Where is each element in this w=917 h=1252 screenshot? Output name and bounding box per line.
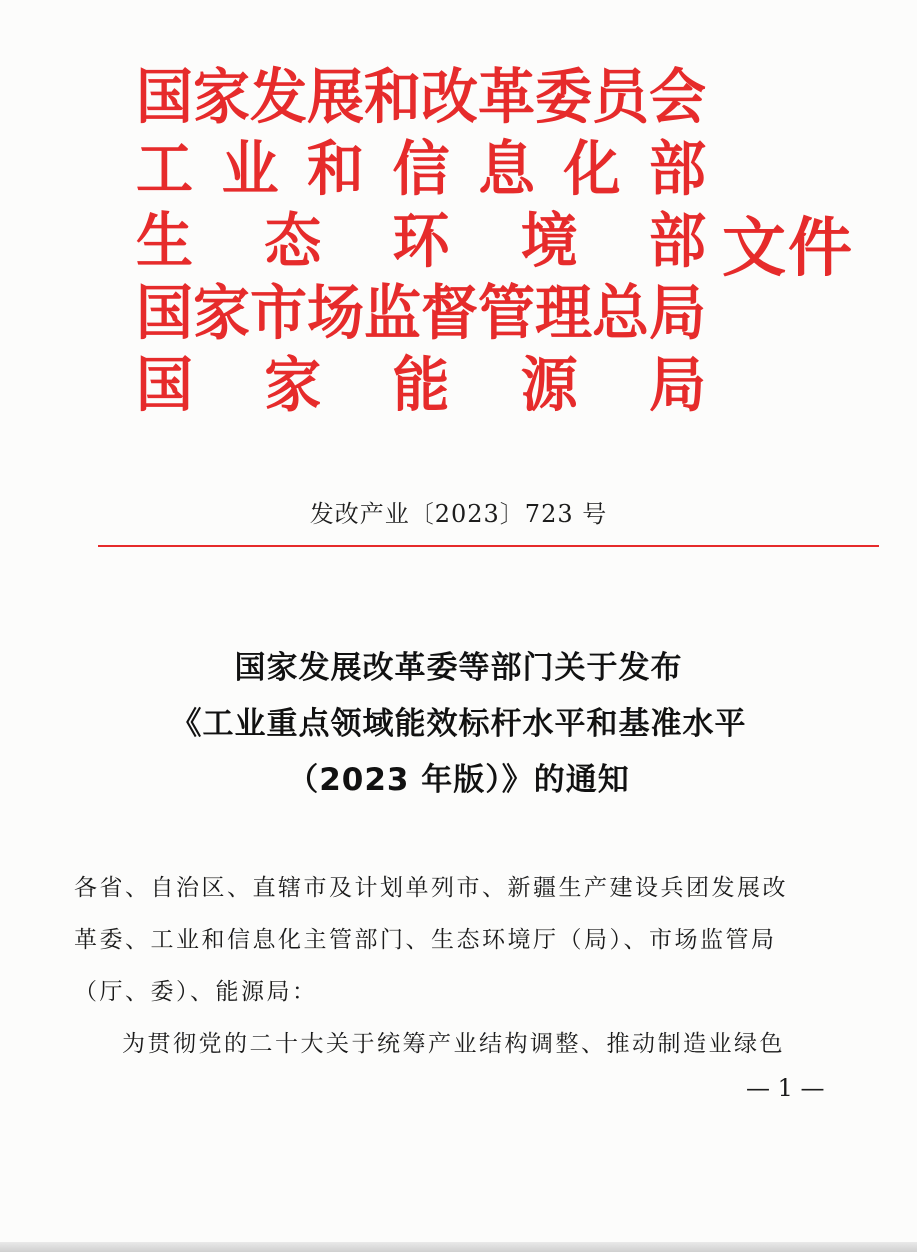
masthead-char: 态 (264, 207, 322, 277)
masthead-char: 改 (421, 63, 478, 133)
masthead-char: 生 (136, 207, 193, 277)
title-line: 国家发展改革委等部门关于发布 (234, 650, 683, 686)
masthead-char: 发 (250, 63, 307, 133)
addressee-line: 革委、工业和信息化主管部门、生态环境厅（局）、市场监管局 (74, 927, 777, 953)
masthead-char: 局 (649, 279, 706, 349)
masthead-char: 家 (193, 63, 250, 133)
masthead-char: 和 (307, 135, 364, 205)
masthead-char: 革 (478, 63, 535, 133)
masthead-char: 总 (592, 279, 649, 349)
masthead-char: 环 (392, 207, 450, 277)
page-bottom-edge (0, 1242, 917, 1252)
masthead-char: 部 (649, 135, 706, 205)
masthead-char: 和 (364, 63, 421, 133)
title-line: （2023 年版）》的通知 (287, 762, 630, 798)
masthead-char: 委 (535, 63, 592, 133)
issuer-line-miit (136, 132, 706, 208)
issuer-line-mee (136, 204, 706, 280)
page-number: — 1 — (746, 1074, 825, 1102)
masthead-char: 国 (136, 63, 193, 133)
masthead-char: 工 (136, 135, 193, 205)
addressee-line: 各省、自治区、直辖市及计划单列市、新疆生产建设兵团发展改 (74, 875, 788, 901)
masthead-char: 局 (649, 351, 706, 421)
masthead-char: 信 (392, 135, 450, 205)
masthead-char: 源 (520, 351, 578, 421)
masthead-char: 境 (520, 207, 578, 277)
masthead-char: 员 (592, 63, 649, 133)
document-number: 发改产业〔2023〕723 号 (309, 500, 608, 528)
masthead-char: 督 (421, 279, 478, 349)
masthead-char: 息 (478, 135, 535, 205)
masthead-char: 化 (563, 135, 621, 205)
masthead-char: 管 (478, 279, 535, 349)
addressee-line: （厅、委）、能源局： (74, 979, 318, 1005)
issuer-line-samr (136, 276, 706, 352)
issuer-line-nea (136, 348, 706, 424)
red-separator-line (98, 545, 879, 547)
paragraph-line: 为贯彻党的二十大关于统筹产业结构调整、推动制造业绿色 (122, 1031, 785, 1057)
masthead-char: 理 (535, 279, 592, 349)
masthead-char: 业 (221, 135, 279, 205)
masthead-char: 会 (649, 63, 706, 133)
masthead-char: 国 (136, 351, 193, 421)
masthead-char: 家 (193, 279, 250, 349)
masthead-char: 市 (250, 279, 307, 349)
masthead-char: 展 (307, 63, 364, 133)
masthead-char: 监 (364, 279, 421, 349)
masthead-char: 家 (264, 351, 322, 421)
title-line: 《工业重点领域能效标杆水平和基准水平 (170, 706, 747, 742)
masthead-char: 部 (649, 207, 706, 277)
masthead-char: 国 (136, 279, 193, 349)
masthead-suffix: 文件 (722, 212, 854, 286)
document-body (74, 862, 846, 1070)
issuer-masthead (136, 60, 706, 420)
masthead-char: 能 (392, 351, 450, 421)
masthead-char: 场 (307, 279, 364, 349)
document-title (0, 640, 917, 808)
issuer-line-ndrc (136, 60, 706, 136)
